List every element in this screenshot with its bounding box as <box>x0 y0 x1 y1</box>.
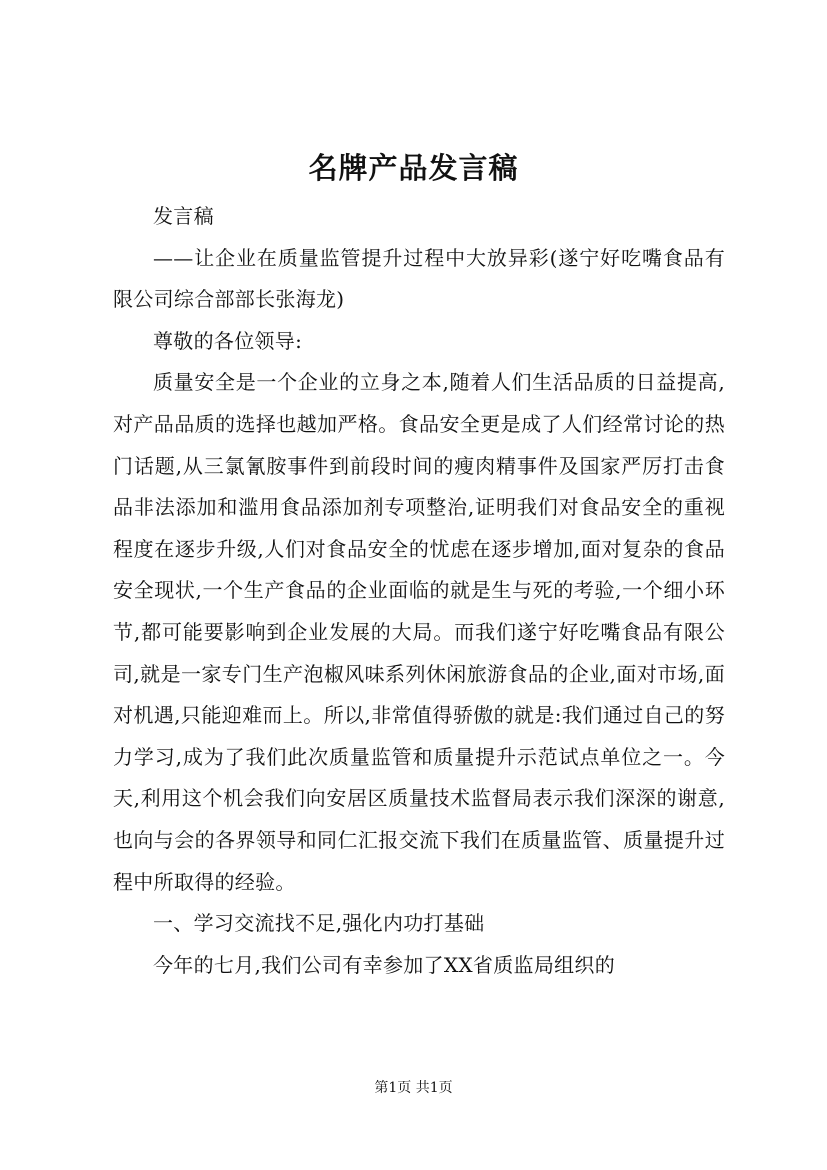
paragraph-salutation: 尊敬的各位领导: <box>153 328 303 353</box>
document-body <box>113 196 725 986</box>
paragraph-main: 质量安全是一个企业的立身之本,随着人们生活品质的日益提高,对产品品质的选择也越加严格。食品安全更是成了人们经常讨论的热门话题,从三氯氰胺事件到前段时间的瘦肉精事件及国家严厉打击食品非法添加和滥用食品添加剂专项整治,证明我们对食品安全的重视程度在逐步升级,人们对食品安全的忧虑在逐步增加,面对复杂的食品安全现状,一个生产食品的企业面临的就是生与死的考验,一个细小环节,都可能要影响到企业发展的大局。而我们遂宁好吃嘴食品有限公司,就是一家专门生产泡椒风味系列休闲旅游食品的企业,面对市场,面对机遇,只能迎难而上。所以,非常值得骄傲的就是:我们通过自己的努力学习,成为了我们此次质量监管和质量提升示范试点单位之一。今天,利用这个机会我们向安居区质量技术监督局表示我们深深的谢意,也向与会的各界领导和同仁汇报交流下我们在质量监管、质量提升过程中所取得的经验。 <box>113 370 725 894</box>
paragraph-continuation: 今年的七月,我们公司有幸参加了XX省质监局组织的 <box>153 952 616 977</box>
page-number-footer: 第1页 共1页 <box>374 1080 453 1096</box>
paragraph-heading-label: 发言稿 <box>153 204 214 228</box>
document-title: 名牌产品发言稿 <box>308 151 519 185</box>
paragraph-section-heading: 一、学习交流找不足,强化内功打基础 <box>153 911 485 936</box>
paragraph-subtitle: ——让企业在质量监管提升过程中大放异彩(遂宁好吃嘴食品有限公司综合部部长张海龙) <box>113 245 725 312</box>
